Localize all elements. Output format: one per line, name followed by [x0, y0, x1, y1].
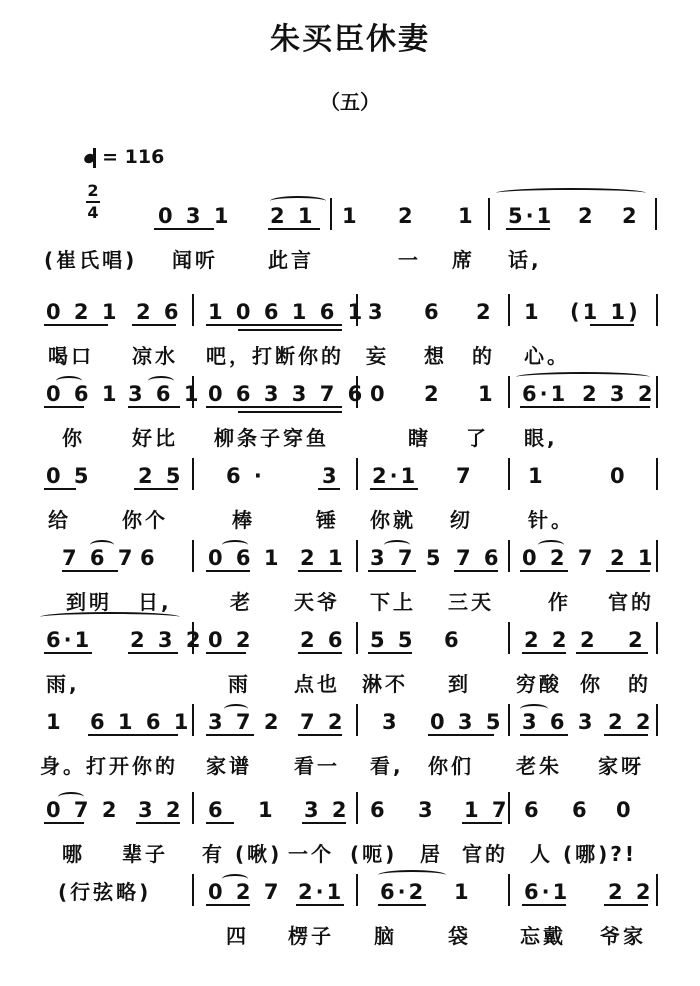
beam-line [206, 822, 234, 824]
note-group: 2 5 [138, 464, 184, 488]
note-group: 2 6 [300, 628, 346, 652]
note-group: 1 [478, 382, 496, 406]
lyric: 作 [548, 590, 571, 614]
lyric: 针。 [528, 508, 574, 532]
lyric: 的 [628, 672, 651, 696]
note-group: 6 [444, 628, 462, 652]
lyric: 棒 [232, 508, 255, 532]
note-group: 0 [610, 464, 628, 488]
beam-line [368, 570, 416, 572]
barline [508, 874, 510, 906]
barline [508, 540, 510, 572]
slur [378, 870, 446, 880]
note-group: 2 1 [610, 546, 656, 570]
barline [656, 622, 658, 654]
note-group: 7 [456, 464, 474, 488]
lyric: 家呀 [598, 754, 644, 778]
beam-line [302, 822, 346, 824]
lyric: 看一 [294, 754, 340, 778]
barline [508, 294, 510, 326]
note-group: 2 2 [608, 880, 654, 904]
lyric: 楞子 [288, 924, 334, 948]
beam-line [378, 904, 426, 906]
slur [222, 540, 248, 550]
lyric: (行弦略) [58, 880, 152, 904]
lyric: 官的 [608, 590, 654, 614]
lyric: 眼, [524, 426, 558, 450]
lyric: 家谱 [206, 754, 252, 778]
lyric: 锤 [316, 508, 339, 532]
lyric: 爷家 [600, 924, 646, 948]
note-group: 2 [628, 628, 646, 652]
note-group: 0 5 [46, 464, 92, 488]
note-group: 2 3 2 [130, 628, 204, 652]
beam-line [206, 652, 246, 654]
beam-line [238, 329, 342, 331]
note-group: 6 [208, 798, 226, 822]
lyric: 瞎 [408, 426, 431, 450]
lyric: 妄 [366, 344, 389, 368]
barline [508, 458, 510, 490]
note-group: 1 [342, 204, 360, 228]
beam-line [298, 570, 342, 572]
beam-line [298, 734, 342, 736]
beam-line [370, 488, 418, 490]
beam-line [604, 734, 648, 736]
lyric: 吧，打断你的 [206, 344, 344, 368]
barline [508, 622, 510, 654]
note-group: 6·2 [380, 880, 427, 904]
note-group: 2 [578, 204, 596, 228]
lyric: 雨 [228, 672, 251, 696]
barline [508, 704, 510, 736]
lyric: 闻听 [172, 248, 218, 272]
beam-line [238, 411, 342, 413]
beam-line [604, 904, 648, 906]
slur [516, 372, 650, 382]
lyric: 好比 [132, 426, 178, 450]
note-group: 2 [580, 628, 598, 652]
barline [656, 376, 658, 408]
slur [56, 376, 82, 386]
beam-line [206, 324, 342, 326]
lyric: 四 [226, 924, 249, 948]
lyric: 雨, [46, 672, 80, 696]
time-signature-top: 2 [87, 181, 99, 200]
slur [384, 540, 410, 550]
lyric: 席 [452, 248, 475, 272]
note-group: 6 [572, 798, 590, 822]
beam-line [128, 652, 178, 654]
note-group: 0 [370, 382, 388, 406]
note-group: 6 [524, 798, 542, 822]
note-group: 2 2 [608, 710, 654, 734]
beam-line [296, 904, 344, 906]
note-group: 1 [46, 710, 64, 734]
beam-line [62, 570, 118, 572]
barline [508, 376, 510, 408]
lyric: 人 (哪)?! [530, 842, 637, 866]
note-group: 2 1 [270, 204, 316, 228]
note-group: 3 2 [304, 798, 350, 822]
barline [656, 540, 658, 572]
note-group: 1 7 [464, 798, 510, 822]
beam-line [268, 228, 320, 230]
note-group: 1 0 6 1 6 1 [208, 300, 366, 324]
note-group: 6 1 6 1 [90, 710, 192, 734]
time-signature [86, 182, 100, 222]
lyric: 到明 [66, 590, 112, 614]
barline [330, 198, 332, 230]
lyric: 想 [424, 344, 447, 368]
tempo-value: = 116 [102, 146, 165, 168]
note-group: 3 [322, 464, 340, 488]
note-group: 7 2 [300, 710, 346, 734]
beam-line [520, 734, 568, 736]
barline [656, 458, 658, 490]
lyric: 柳条子穿鱼 [214, 426, 329, 450]
note-group: 0 [616, 798, 634, 822]
barline [192, 704, 194, 736]
tempo-mark [84, 146, 164, 168]
lyric: 下上 [370, 590, 416, 614]
lyric: 忘戴 [520, 924, 566, 948]
barline [356, 622, 358, 654]
slur [520, 704, 548, 714]
note-group: 3 6 1 [128, 382, 202, 406]
note-group: (1 1) [570, 300, 641, 324]
lyric: 你们 [428, 754, 474, 778]
note-group: 0 2 1 [46, 300, 120, 324]
slur [40, 612, 180, 622]
beam-line [454, 570, 498, 572]
barline [488, 198, 490, 230]
beam-line [520, 570, 568, 572]
beam-line [522, 652, 566, 654]
beam-line [428, 734, 494, 736]
beam-line [206, 734, 254, 736]
barline [356, 540, 358, 572]
beam-line [522, 904, 566, 906]
beam-line [520, 406, 650, 408]
lyric: 给 [48, 508, 71, 532]
note-group: 2 [476, 300, 494, 324]
barline [356, 874, 358, 906]
lyric: 心。 [524, 344, 570, 368]
barline [192, 294, 194, 326]
lyric: 一个 [288, 842, 334, 866]
barline [655, 198, 657, 230]
lyric: 看, [370, 754, 404, 778]
note-group: 0 2 [208, 628, 254, 652]
note-group: 0 6 1 [208, 546, 282, 570]
note-group: 7 6 7 [62, 546, 136, 570]
beam-line [590, 324, 634, 326]
note-group: 6 [370, 798, 388, 822]
note-group: 0 6 3 3 7 6 [208, 382, 366, 406]
beam-line [88, 734, 178, 736]
lyric: 居 [420, 842, 443, 866]
lyric: 纫 [450, 508, 473, 532]
lyric: 话, [508, 248, 542, 272]
lyric: 点也 [294, 672, 340, 696]
beam-line [506, 228, 550, 230]
lyric: 老朱 [516, 754, 562, 778]
beam-line [206, 904, 250, 906]
lyric: 你个 [122, 508, 168, 532]
note-group: 6 · [226, 464, 265, 488]
lyric: 老 [230, 590, 253, 614]
beam-line [206, 570, 250, 572]
lyric: 身。打开你的 [40, 754, 178, 778]
slur [270, 196, 326, 206]
beam-line [44, 488, 76, 490]
note-group: 7 6 [456, 546, 502, 570]
note-group: 0 6 1 [46, 382, 120, 406]
barline [192, 458, 194, 490]
note-group: 1 [524, 300, 542, 324]
slur [224, 704, 248, 714]
note-group: 3 7 5 [370, 546, 444, 570]
note-group: 2·1 [372, 464, 419, 488]
note-group: 2 [424, 382, 442, 406]
barline [356, 458, 358, 490]
note-group: 5 5 [370, 628, 416, 652]
beam-line [368, 652, 412, 654]
note-group: 1 [258, 798, 276, 822]
beam-line [576, 652, 648, 654]
slur [90, 540, 114, 550]
lyric: 你 [62, 426, 85, 450]
barline [192, 540, 194, 572]
lyric: 一 [398, 248, 421, 272]
beam-line [462, 822, 502, 824]
lyric: 你 [580, 672, 603, 696]
lyric: (呃) [350, 842, 398, 866]
note-group: 3 6 3 [522, 710, 596, 734]
beam-line [206, 406, 342, 408]
lyric: 此言 [268, 248, 314, 272]
note-group: 6 [140, 546, 158, 570]
note-group: 3 7 2 [208, 710, 282, 734]
song-title: 朱买臣休妻 [270, 22, 430, 57]
barline [656, 294, 658, 326]
note-group: 2 3 2 [582, 382, 656, 406]
barline [192, 792, 194, 824]
note-group: 2 1 [300, 546, 346, 570]
slur [58, 792, 84, 802]
note-group: 1 [528, 464, 546, 488]
lyric: 官的 [462, 842, 508, 866]
note-group: 0 7 2 [46, 798, 120, 822]
note-group: 6 [424, 300, 442, 324]
lyric: (崔氏唱) [44, 248, 138, 272]
beam-line [154, 228, 214, 230]
lyric: 天爷 [294, 590, 340, 614]
beam-line [136, 822, 180, 824]
lyric: 到 [448, 672, 471, 696]
note-group: 0 3 5 [430, 710, 504, 734]
note-group: 0 3 1 [158, 204, 232, 228]
time-signature-bottom: 4 [87, 203, 99, 222]
lyric: 三天 [448, 590, 494, 614]
note-group: 2 [398, 204, 416, 228]
barline [192, 874, 194, 906]
lyric: 辈子 [122, 842, 168, 866]
note-group: 2·1 [298, 880, 345, 904]
lyric: 穷酸 [516, 672, 562, 696]
lyric: 了 [466, 426, 489, 450]
lyric: 凉水 [132, 344, 178, 368]
lyric: 淋不 [362, 672, 408, 696]
note-group: 3 [368, 300, 386, 324]
barline [656, 874, 658, 906]
slur [222, 874, 248, 884]
note-group: 2 6 [136, 300, 182, 324]
beam-line [44, 652, 92, 654]
beam-line [134, 488, 178, 490]
lyric: 喝口 [48, 344, 94, 368]
note-group: 1 [454, 880, 472, 904]
lyric: 日, [138, 590, 172, 614]
section-number: （五） [320, 90, 380, 114]
lyric: 你就 [370, 508, 416, 532]
lyric: 哪 [62, 842, 85, 866]
beam-line [44, 822, 84, 824]
lyric: 有 (啾) [202, 842, 283, 866]
barline [356, 704, 358, 736]
note-group: 0 2 7 [208, 880, 282, 904]
beam-line [318, 488, 340, 490]
note-group: 6·1 [524, 880, 571, 904]
note-group: 3 2 [138, 798, 184, 822]
note-group: 0 2 7 [522, 546, 596, 570]
note-group: 3 [382, 710, 400, 734]
note-group: 6·1 [522, 382, 569, 406]
note-group: 6·1 [46, 628, 93, 652]
lyric: 袋 [448, 924, 471, 948]
note-group: 5·1 [508, 204, 555, 228]
note-group: 1 [458, 204, 476, 228]
beam-line [44, 406, 84, 408]
beam-line [606, 570, 650, 572]
slur [148, 376, 174, 386]
lyric: 的 [472, 344, 495, 368]
lyric: 脑 [374, 924, 397, 948]
barline [656, 704, 658, 736]
beam-line [298, 652, 342, 654]
barline [356, 792, 358, 824]
beam-line [128, 406, 180, 408]
quarter-note-icon [84, 146, 96, 168]
note-group: 2 [622, 204, 640, 228]
slur [538, 540, 564, 550]
slur [496, 188, 646, 198]
beam-line [132, 324, 176, 326]
beam-line [44, 324, 108, 326]
note-group: 2 2 [524, 628, 570, 652]
note-group: 3 [418, 798, 436, 822]
